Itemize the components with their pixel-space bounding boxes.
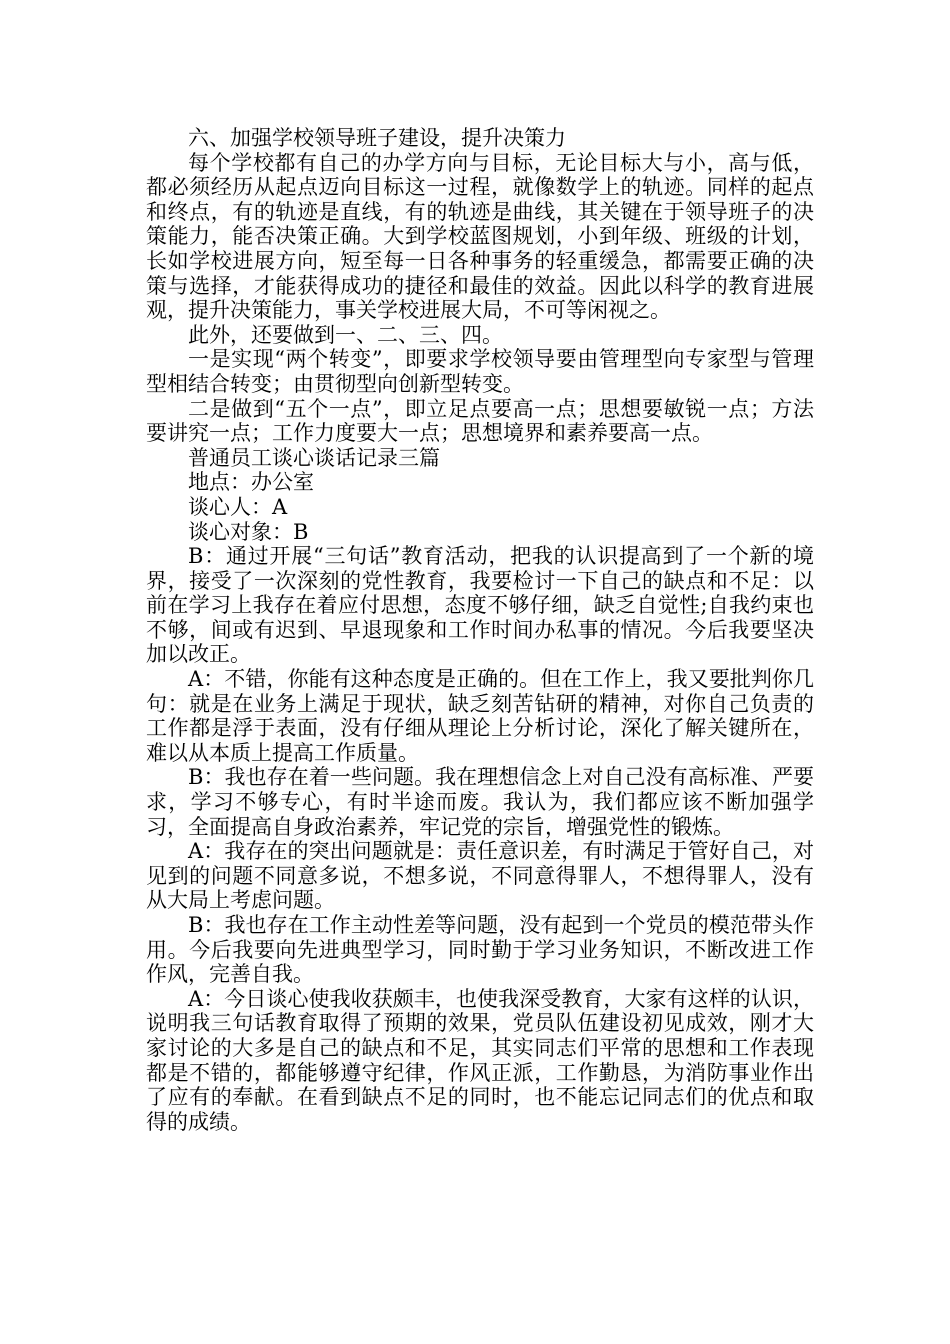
paragraph: 二是做到“五个一点”，即立足点要高一点；思想要敏锐一点；方法要讲究一点；工作力度要大一点；思想境界和素养要高一点。	[146, 396, 814, 446]
dialogue-paragraph: A：不错，你能有这种态度是正确的。但在工作上，我又要批判你几句：就是在业务上满足于现状，缺乏刻苦钻研的精神，对你自己负责的工作都是浮于表面，没有仔细从理论上分析讨论，深化了解关键所在，难以从本质上提高工作质量。	[146, 667, 814, 765]
section-heading: 六、加强学校领导班子建设，提升决策力	[188, 126, 566, 150]
dialogue-paragraph: B：我也存在着一些问题。我在理想信念上对自己没有高标准、严要求，学习不够专心，有时半途而废。我认为，我们都应该不断加强学习，全面提高自身政治素养，牢记党的宗旨，增强党性的锻炼。	[146, 765, 814, 839]
paragraph: 此外，还要做到一、二、三、四。	[188, 322, 503, 347]
paragraph: 每个学校都有自己的办学方向与目标，无论目标大与小，高与低，都必须经历从起点迈向目标这一过程，就像数学上的轨迹。同样的起点和终点，有的轨迹是直线，有的轨迹是曲线，其关键在于领导班子的决策能力，能否决策正确。大到学校蓝图规划，小到年级、班级的计划，长如学校进展方向，短至每一日各种事务的轻重缓急，都需要正确的决策与选择，才能获得成功的捷径和最佳的效益。因此以科学的教育进展观，提升决策能力，事关学校进展大局，不可等闲视之。	[146, 150, 814, 323]
dialogue-paragraph: A：今日谈心使我收获颇丰，也使我深受教育，大家有这样的认识，说明我三句话教育取得了预期的效果，党员队伍建设初见成效，刚才大家讨论的大多是自己的缺点和不足，其实同志们平常的思想和工作表现都是不错的，都能够遵守纪律，作风正派，工作勤恳，为消防事业作出了应有的奉献。在看到缺点不足的同时，也不能忘记同志们的优点和取得的成绩。	[146, 986, 814, 1134]
record-location: 地点：办公室	[188, 470, 314, 495]
record-speaker: 谈心人：A	[188, 494, 288, 519]
dialogue-paragraph: B：通过开展“三句话”教育活动，把我的认识提高到了一个新的境界，接受了一次深刻的党性教育，我要检讨一下自己的缺点和不足：以前在学习上我存在着应付思想，态度不够仔细，缺乏自觉性;自我约束也不够，间或有迟到、早退现象和工作时间办私事的情况。今后我要坚决加以改正。	[146, 544, 814, 667]
document-body	[146, 126, 814, 1134]
paragraph: 一是实现“两个转变”，即要求学校领导要由管理型向专家型与管理型相结合转变；由贯彻型向创新型转变。	[146, 347, 814, 396]
dialogue-paragraph: A：我存在的突出问题就是：责任意识差，有时满足于管好自己，对见到的问题不同意多说，不想多说，不同意得罪人，不想得罪人，没有从大局上考虑问题。	[146, 839, 814, 913]
record-title: 普通员工谈心谈话记录三篇	[188, 445, 440, 470]
dialogue-paragraph: B：我也存在工作主动性差等问题，没有起到一个党员的模范带头作用。今后我要向先进典型学习，同时勤于学习业务知识，不断改进工作作风，完善自我。	[146, 913, 814, 987]
record-subject: 谈心对象：B	[188, 519, 309, 544]
